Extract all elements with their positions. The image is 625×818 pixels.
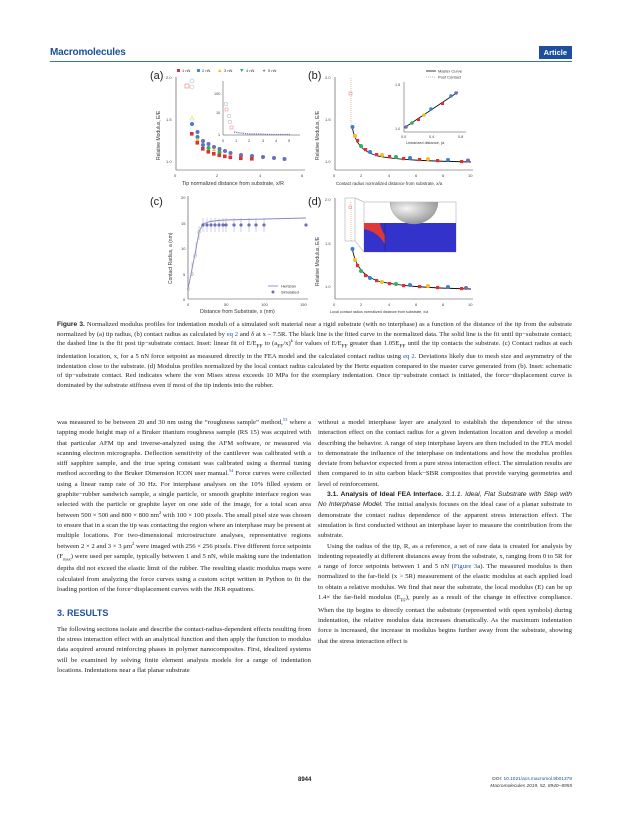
svg-text:3: 3 [262, 139, 265, 143]
svg-text:2: 2 [216, 173, 219, 178]
doi-footer: DOI: 10.1021/acs.macromol.9b01378 Macromolecules 2019, 52, 8940−8955 [490, 777, 572, 789]
svg-text:2.0: 2.0 [325, 75, 331, 80]
svg-text:0.0: 0.0 [401, 135, 407, 139]
svg-text:2: 2 [360, 173, 363, 178]
running-header [50, 49, 572, 62]
svg-text:0: 0 [333, 173, 336, 178]
paragraph: without a model interphase layer are analyzed to establish the dependence of the stress interaction effect on the contact radius for a given indentation location and develop a model describing the behavior. A range of step interphase layers are then included in the FEA model to demonstrate the influence of the interphase on indentations and how the modulus profiles deviate from behavior expected from a pure stress interaction effect. The simulation results are then compared to in situ carbon black−SBR composites that provide varying geometries and level of reinforcement. [318, 419, 572, 488]
svg-text:Tip normalized distance from s: Tip normalized distance from substrate, x/R [182, 181, 284, 187]
figure-3 [150, 64, 480, 316]
left-column [57, 418, 311, 676]
svg-text:Hertzian: Hertzian [281, 283, 296, 289]
svg-text:2.0: 2.0 [325, 197, 331, 202]
svg-text:0.8: 0.8 [458, 135, 464, 139]
svg-text:Contact radius normalized dist: Contact radius normalized distance from substrate, x/a [336, 181, 443, 186]
chart-d [308, 192, 480, 316]
svg-text:4: 4 [259, 173, 262, 178]
panel-label-a: (a) [150, 70, 164, 82]
svg-text:Linearized distance, (a: Linearized distance, (a [406, 141, 445, 145]
panel-c [150, 192, 310, 316]
svg-text:10: 10 [216, 111, 221, 115]
ref-54[interactable]: 54 [228, 468, 234, 474]
svg-text:1.5: 1.5 [325, 117, 331, 122]
svg-text:8: 8 [442, 173, 445, 178]
svg-text:✦: ✦ [262, 68, 267, 75]
right-column [318, 418, 572, 647]
svg-text:1.0: 1.0 [325, 284, 331, 289]
eq2-link[interactable]: eq 2 [403, 353, 415, 361]
svg-text:1.0: 1.0 [166, 159, 172, 164]
svg-text:1: 1 [235, 139, 238, 143]
svg-text:0: 0 [333, 302, 336, 307]
svg-text:Relative Modulus, E/E: Relative Modulus, E/E [315, 236, 321, 286]
svg-text:Relative Modulus, E/E: Relative Modulus, E/E [315, 110, 321, 160]
svg-text:1 nN: 1 nN [182, 68, 191, 73]
svg-text:4: 4 [388, 173, 391, 178]
subsection-heading: 3.1. Analysis of Ideal FEA Interface. [327, 491, 444, 499]
paragraph: Using the radius of the tip, R, as a reference, a set of raw data is created for analysis by indenting repeatedly at different distances away from the substrate, x, ranging from 0 to 5R for a range of force setpoints between 1 and 5 nN (Figure 3a). The measured modulus is then normalized to the far-field (x > 5R) measurement of the elastic modulus at each applied load to obtain a relative modulus. We find that near the substrate, the local modulus (E) can be up 1.4× the far-field modulus $(E_{FF})$, purely as a result of the change in effective compliance. When the tip begins to directly contact the substrate (represented with open symbols) during indentation, the relative modulus data increases dramatically. As the maximum indentation force is increased, the increase in modulus begins further away from the substrate, showing that the stress interaction effect is [318, 542, 572, 645]
paragraph: 3.1. Analysis of Ideal FEA Interface. 3.1.1. Ideal, Flat Substrate with Step with No Interphase Model. The initial analysis focuses on the ideal case of a planar substrate to demonstrate the contact radius dependence of the apparent stress interaction effect. The simulation is first conducted without an interphase layer to measure the contribution from the substrate. [318, 491, 572, 540]
doi-link[interactable]: 10.1021/acs.macromol.9b01378 [503, 777, 572, 782]
svg-text:Master Curve: Master Curve [438, 68, 463, 74]
svg-text:4 nN: 4 nN [246, 68, 255, 73]
page-number: 8944 [298, 777, 312, 783]
svg-text:0: 0 [222, 139, 225, 143]
panel-label-d: (d) [308, 196, 322, 208]
svg-text:0.4: 0.4 [429, 135, 435, 139]
svg-text:2.0: 2.0 [166, 75, 172, 80]
svg-text:6: 6 [415, 173, 418, 178]
svg-text:100: 100 [214, 92, 221, 96]
svg-text:6: 6 [301, 173, 304, 178]
svg-text:150: 150 [300, 302, 307, 307]
svg-text:10: 10 [181, 246, 186, 251]
figure-caption: Figure 3. Normalized modulus profiles for indentation moduli of a simulated soft material near a rigid substrate (with no interphase) as a function of the distance of the tip from the substrate normalized by (a) tip radius, (b) contact radius as calculated by eq 2 and δ at x – 7.5R. The black line is the fitted curve to the normalized data. The solid line is the fit until tip−substrate contact; the dashed line is the fit post tip−substrate contact. Inset: linear fit of $E/E_{FF}$ to $(a_{FF}/x)^k$ for values of $E/E_{FF}$ greater than $1.05E_{FF}$ until the tip contacts the substrate. (c) Contact radius at each indentation location, x, for a 5 nN force setpoint as measured directly in the FEA model and the calculated contact radius using eq 2. Deviations likely due to mesh size and asymmetry of the indentation close to the substrate. (d) Modulus profiles normalized by the local contact radius calculated by the Hertz equation compared to the master curve generated from (b). Inset: schematic of tip−substrate contact. Red indicates where the von Mises stress exceeds 10 MPa for the exemplary indentation. Once tip−substrate contact is initiated, the force−displacement curve is dominated by the substrate stiffness even if most of the tip indents into the rubber. [57, 321, 573, 389]
chart-c [150, 192, 310, 316]
svg-text:2: 2 [248, 139, 251, 143]
paragraph: The following sections isolate and describe the contact-radius-dependent effects resulting from the stress interaction effect with an analytical function and then apply the function to modulus data acquired around reinforcing phases in polymer nanocomposites. First, idealized systems will be examined by solving finite element analysis models for a range of indentation locations. Indentations near a flat planar substrate [57, 625, 311, 674]
svg-text:5: 5 [288, 139, 291, 143]
svg-text:1: 1 [218, 133, 221, 137]
panel-label-b: (b) [308, 70, 322, 82]
citation: Macromolecules 2019, 52, 8940−8955 [490, 784, 572, 789]
svg-text:1.5: 1.5 [395, 83, 401, 87]
section-heading-results: 3. RESULTS [57, 608, 109, 619]
svg-text:Post Contact: Post Contact [438, 74, 461, 80]
svg-text:5 nN: 5 nN [268, 68, 277, 73]
svg-text:4: 4 [388, 302, 391, 307]
panel-a [150, 64, 310, 190]
svg-text:1.0: 1.0 [325, 159, 331, 164]
svg-text:2 nN: 2 nN [202, 68, 211, 73]
svg-text:Distance from Substrate, x (nm: Distance from Substrate, x (nm) [200, 309, 275, 315]
subsubsection-heading: 3.1.1. Ideal, Flat Substrate with Step with No Interphase Model. [318, 491, 572, 509]
ref-53[interactable]: 53 [282, 417, 288, 422]
svg-text:10: 10 [468, 173, 473, 178]
paragraph: was measured to be between 20 and 30 nm using the “roughness sample” method,$^{53}$ where a tapping mode height map of a Bruker titanium roughness sample (RS 15) was acquired with that particular AFM tip and inverse-analyzed using the AFM software, or measured via scanning electron micrographs. Deflection sensitivity of the cantilever was calibrated with a stiff sapphire sample, and the true spring constant was calibrated using a thermal tuning method according to the Bruker Dimension ICON user manual.$^{54}$ Force curves were collected using a linear ramp rate of 30 Hz. For interphase analyses on the 10% filled system or graphite−rubber sandwich sample, a single particle, or smooth graphite interface region was selected with the particle or graphite layer on one side of the image, for a total scan area between 500 × 500 and 800 × 800 $nm^2$ with 100 × 100 pixels. The small pixel size was chosen to ensure that in a scan the tip was contacting the region where an interphase may be present at multiple locations. For two-dimensional microstructure analyses, representative regions between 2 × 2 and 3 × 3 $\mu m^2$ were imaged with 256 × 256 pixels. Five different force setpoints $(F_{max})$ were used per sample, typically between 1 and 5 nN, while making sure the indentation depths did not exceed the elastic limit of the rubber. The resulting elastic modulus maps were calculated from analyzing the force curves using a custom script written in Python to fit the loading portion of the force−displacement curves with the JKR equations. [57, 417, 312, 594]
svg-text:0: 0 [187, 302, 190, 307]
panel-label-c: (c) [150, 196, 163, 208]
svg-text:20: 20 [181, 195, 186, 200]
svg-text:100: 100 [261, 302, 268, 307]
svg-text:15: 15 [181, 221, 186, 226]
eq2-link[interactable]: eq 2 [226, 330, 239, 338]
svg-text:0: 0 [183, 297, 186, 302]
svg-text:3 nN: 3 nN [224, 68, 233, 73]
chart-a [150, 64, 310, 190]
svg-text:1.5: 1.5 [325, 241, 331, 246]
svg-text:Local contact radius normalize: Local contact radius normalized distance from substrate, x/a [330, 310, 429, 314]
journal-name: Macromolecules [50, 47, 126, 58]
figure-3-link[interactable]: Figure 3 [453, 563, 478, 571]
panel-b [308, 64, 480, 190]
caption-label: Figure 3. [57, 321, 85, 328]
svg-text:10: 10 [468, 302, 473, 307]
svg-text:50: 50 [224, 302, 229, 307]
svg-text:5: 5 [183, 272, 186, 277]
svg-text:1.5: 1.5 [166, 117, 172, 122]
svg-text:Relative Modulus, E/E: Relative Modulus, E/E [156, 110, 162, 160]
svg-text:Contact Radius, a (nm): Contact Radius, a (nm) [168, 232, 174, 284]
svg-text:0: 0 [174, 173, 177, 178]
chart-b [308, 64, 480, 190]
svg-text:4: 4 [275, 139, 278, 143]
svg-text:6: 6 [415, 302, 418, 307]
panel-d [308, 192, 480, 316]
svg-text:2: 2 [360, 302, 363, 307]
svg-text:1.0: 1.0 [395, 127, 401, 131]
svg-text:8: 8 [442, 302, 445, 307]
article-badge: Article [539, 46, 572, 59]
svg-text:Simulated: Simulated [281, 289, 299, 295]
